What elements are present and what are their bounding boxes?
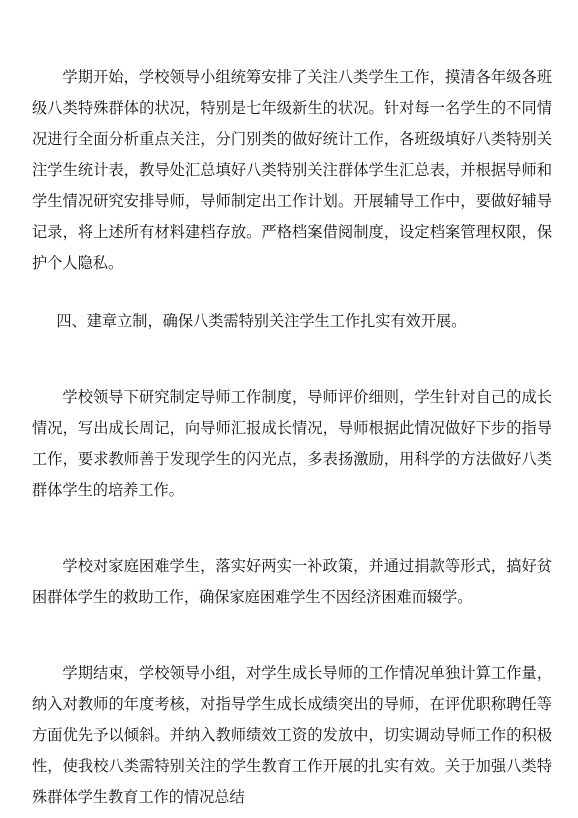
document-page [32, 62, 552, 813]
paragraph-semester-start: 学期开始，学校领导小组统筹安排了关注八类学生工作，摸清各年级各班级八类特殊群体的状况，特别是七年级新生的状况。针对每一名学生的不同情况进行全面分析重点关注，分门别类的做好统计工作，各班级填好八类特别关注学生统计表，教导处汇总填好八类特别关注群体学生汇总表，并根据导师和学生情况研究安排导师，导师制定出工作计划。开展辅导工作中，要做好辅导记录，将上述所有材料建档存放。严格档案借阅制度，设定档案管理权限，保护个人隐私。 [32, 68, 552, 272]
paragraph-financial-aid: 学校对家庭困难学生，落实好两实一补政策，并通过捐款等形式，搞好贫困群体学生的救助工作，确保家庭困难学生不因经济困难而辍学。 [32, 557, 552, 606]
section-heading-four: 四、建章立制，确保八类需特别关注学生工作扎实有效开展。 [56, 312, 467, 330]
paragraph-mentor-system: 学校领导下研究制定导师工作制度，导师评价细则，学生针对自己的成长情况，写出成长周记，向导师汇报成长情况，导师根据此情况做好下步的指导工作，要求教师善于发现学生的闪光点，多表扬激励，用科学的方法做好八类群体学生的培养工作。 [32, 388, 552, 499]
paragraph-semester-end: 学期结束，学校领导小组，对学生成长导师的工作情况单独计算工作量，纳入对教师的年度考核，对指导学生成长成绩突出的导师，在评优职称聘任等方面优先予以倾斜。并纳入教师绩效工资的发放中，切实调动导师工作的积极性，使我校八类需特别关注的学生教育工作开展的扎实有效。关于加强八类特殊群体学生教育工作的情况总结 [32, 664, 552, 806]
